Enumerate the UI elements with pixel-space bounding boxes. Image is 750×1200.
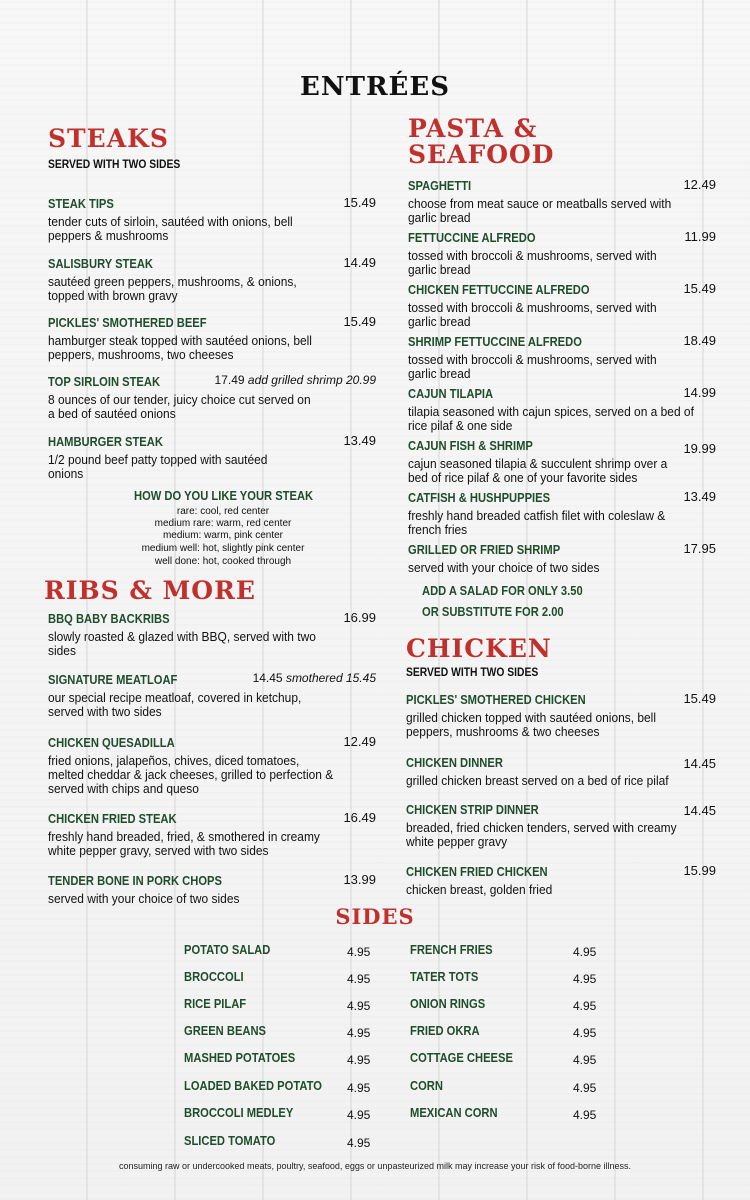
side-item-name: BROCCOLI [184, 969, 244, 984]
menu-item [48, 810, 376, 858]
item-description: sautéed green peppers, mushrooms, & onions, topped with brown gravy [48, 274, 297, 303]
item-price-group [253, 671, 376, 685]
doneness-line: well done: hot, cooked through [154, 556, 292, 567]
item-price: 16.99 [343, 610, 376, 625]
salad-note: ADD A SALAD FOR ONLY 3.50 [422, 583, 583, 598]
side-item-name: SLICED TOMATO [184, 1133, 276, 1148]
side-item-price: 4.95 [573, 972, 597, 986]
item-name: HAMBURGER STEAK [48, 434, 163, 449]
item-description: served with your choice of two sides [48, 891, 240, 906]
side-item-name: COTTAGE CHEESE [410, 1050, 513, 1065]
item-name: CHICKEN FRIED STEAK [48, 811, 177, 826]
item-price: 17.95 [683, 541, 716, 556]
item-price: 14.45 [252, 671, 283, 685]
doneness-line: rare: cool, red center [176, 506, 270, 517]
menu-item [48, 373, 376, 421]
item-price: 18.49 [683, 333, 716, 348]
food-safety-disclaimer: consuming raw or undercooked meats, poultry, seafood, eggs or unpasteurized milk may increase your risk of food-borne illness. [118, 1161, 632, 1171]
side-item-price: 4.95 [573, 1053, 597, 1067]
menu-item [408, 385, 716, 433]
menu-item [408, 281, 716, 329]
item-price: 15.49 [343, 195, 376, 210]
side-item-price: 4.95 [573, 1026, 597, 1040]
item-price: 13.99 [343, 872, 376, 887]
item-price: 15.49 [683, 691, 716, 706]
item-description: served with your choice of two sides [408, 560, 600, 575]
side-item-name: MASHED POTATOES [184, 1050, 296, 1065]
item-price: 15.49 [343, 314, 376, 329]
item-description: grilled chicken breast served on a bed of rice pilaf [406, 773, 669, 788]
item-description: grilled chicken topped with sautéed onions, bell peppers, mushrooms & two cheeses [406, 710, 656, 739]
menu-item [48, 671, 376, 719]
item-addon: add grilled shrimp 20.99 [247, 373, 376, 387]
item-description: tossed with broccoli & mushrooms, served with garlic bread [408, 352, 657, 381]
item-description: freshly hand breaded, fried, & smothered in creamy white pepper gravy, served with two sides [48, 829, 320, 858]
item-price: 14.45 [683, 803, 716, 818]
item-name: FETTUCCINE ALFREDO [408, 230, 536, 245]
menu-item [406, 754, 716, 788]
item-price: 19.99 [683, 441, 716, 456]
side-item-price: 4.95 [573, 999, 597, 1013]
item-description: hamburger steak topped with sautéed onions, bell peppers, mushrooms, two cheeses [48, 333, 312, 362]
side-item-name: FRIED OKRA [410, 1023, 480, 1038]
menu-item [48, 255, 376, 303]
item-price: 12.49 [683, 177, 716, 192]
menu-item [408, 229, 716, 277]
item-price: 12.49 [343, 734, 376, 749]
side-item-name: ONION RINGS [410, 996, 486, 1011]
item-name: SPAGHETTI [408, 178, 472, 193]
item-addon: smothered 15.45 [285, 671, 376, 685]
ribs-heading: RIBS & MORE [44, 576, 256, 605]
item-description: breaded, fried chicken tenders, served with creamy white pepper gravy [406, 820, 677, 849]
doneness-line: medium: warm, pink center [162, 530, 284, 541]
sides-heading: SIDES [335, 904, 415, 929]
menu-item [406, 863, 716, 897]
item-description: freshly hand breaded catfish filet with coleslaw & french fries [408, 508, 666, 537]
item-name: SALISBURY STEAK [48, 256, 153, 271]
chicken-heading: CHICKEN [406, 634, 552, 663]
item-description: tilapia seasoned with cajun spices, served on a bed of rice pilaf & one side [408, 404, 694, 433]
item-name: CHICKEN FETTUCCINE ALFREDO [408, 282, 590, 297]
side-item-price: 4.95 [347, 972, 371, 986]
item-name: GRILLED OR FRIED SHRIMP [408, 542, 561, 557]
item-price: 15.49 [683, 281, 716, 296]
side-item-name: FRENCH FRIES [410, 942, 493, 957]
item-price: 11.99 [684, 229, 716, 244]
doneness-title: HOW DO YOU LIKE YOUR STEAK [134, 488, 314, 503]
side-item-price: 4.95 [347, 999, 371, 1013]
side-item-name: LOADED BAKED POTATO [184, 1078, 322, 1093]
item-name: PICKLES' SMOTHERED CHICKEN [406, 692, 586, 707]
item-price: 16.49 [343, 810, 376, 825]
item-name: TOP SIRLOIN STEAK [48, 374, 161, 389]
menu-item [408, 489, 716, 537]
item-price: 14.49 [343, 255, 376, 270]
side-item-price: 4.95 [347, 945, 371, 959]
side-item-name: CORN [410, 1078, 443, 1093]
side-item-price: 4.95 [347, 1108, 371, 1122]
item-name: CATFISH & HUSHPUPPIES [408, 490, 551, 505]
steaks-subtitle: SERVED WITH TWO SIDES [48, 157, 181, 171]
item-description: tender cuts of sirloin, sautéed with onions, bell peppers & mushrooms [48, 214, 293, 243]
item-price: 14.99 [683, 385, 716, 400]
menu-item [48, 610, 376, 658]
menu-item [48, 872, 376, 906]
side-item-price: 4.95 [347, 1081, 371, 1095]
item-price: 15.99 [683, 863, 716, 878]
item-price: 13.49 [683, 489, 716, 504]
item-name: PICKLES' SMOTHERED BEEF [48, 315, 207, 330]
pasta-heading-line1: PASTA & [408, 114, 538, 143]
side-item-price: 4.95 [347, 1026, 371, 1040]
item-description: choose from meat sauce or meatballs served with garlic bread [408, 196, 672, 225]
side-item-price: 4.95 [573, 945, 597, 959]
item-description: 8 ounces of our tender, juicy choice cut served on a bed of sautéed onions [48, 392, 311, 421]
side-item-name: TATER TOTS [410, 969, 479, 984]
item-price-group [215, 373, 376, 387]
menu-item [408, 541, 716, 575]
side-item-price: 4.95 [573, 1081, 597, 1095]
item-description: chicken breast, golden fried [406, 882, 553, 897]
menu-item [406, 691, 716, 739]
menu-item [48, 314, 376, 362]
pasta-heading-line2: SEAFOOD [408, 140, 555, 169]
side-item-name: RICE PILAF [184, 996, 247, 1011]
item-name: CHICKEN FRIED CHICKEN [406, 864, 548, 879]
item-description: 1/2 pound beef patty topped with sautéed onions [48, 452, 268, 481]
side-item-price: 4.95 [347, 1053, 371, 1067]
doneness-line: medium rare: warm, red center [154, 518, 292, 529]
side-item-name: MEXICAN CORN [410, 1105, 498, 1120]
substitute-note: OR SUBSTITUTE FOR 2.00 [422, 604, 564, 619]
chicken-subtitle: SERVED WITH TWO SIDES [406, 665, 539, 679]
side-item-price: 4.95 [347, 1136, 371, 1150]
item-name: CHICKEN DINNER [406, 755, 503, 770]
item-description: tossed with broccoli & mushrooms, served with garlic bread [408, 248, 657, 277]
menu-item [48, 195, 376, 243]
side-item-price: 4.95 [573, 1108, 597, 1122]
side-item-name: POTATO SALAD [184, 942, 271, 957]
side-item-name: GREEN BEANS [184, 1023, 267, 1038]
item-price: 14.45 [683, 756, 716, 771]
item-price: 17.49 [214, 373, 245, 387]
steaks-heading: STEAKS [48, 124, 169, 153]
item-name: SIGNATURE MEATLOAF [48, 672, 178, 687]
item-description: our special recipe meatloaf, covered in ketchup, served with two sides [48, 690, 302, 719]
menu-item [408, 333, 716, 381]
doneness-line: medium well: hot, slightly pink center [141, 543, 305, 554]
item-name: TENDER BONE IN PORK CHOPS [48, 873, 222, 888]
item-description: slowly roasted & glazed with BBQ, served with two sides [48, 629, 316, 658]
menu-item [48, 433, 376, 481]
menu-title: ENTRÉES [300, 72, 450, 102]
menu-item [408, 177, 716, 225]
menu-item [48, 734, 376, 796]
item-name: CAJUN FISH & SHRIMP [408, 438, 533, 453]
item-name: BBQ BABY BACKRIBS [48, 611, 170, 626]
item-price: 13.49 [343, 433, 376, 448]
menu-item [406, 801, 716, 849]
side-item-name: BROCCOLI MEDLEY [184, 1105, 294, 1120]
item-description: cajun seasoned tilapia & succulent shrimp over a bed of rice pilaf & one of your favorite sides [408, 456, 668, 485]
menu-item [408, 437, 716, 485]
item-name: SHRIMP FETTUCCINE ALFREDO [408, 334, 582, 349]
item-name: CHICKEN QUESADILLA [48, 735, 175, 750]
item-name: CAJUN TILAPIA [408, 386, 494, 401]
item-name: STEAK TIPS [48, 196, 114, 211]
item-description: fried onions, jalapeños, chives, diced tomatoes, melted cheddar & jack cheeses, grilled to perfection & served with chips and queso [48, 753, 334, 796]
item-name: CHICKEN STRIP DINNER [406, 802, 539, 817]
item-description: tossed with broccoli & mushrooms, served with garlic bread [408, 300, 657, 329]
